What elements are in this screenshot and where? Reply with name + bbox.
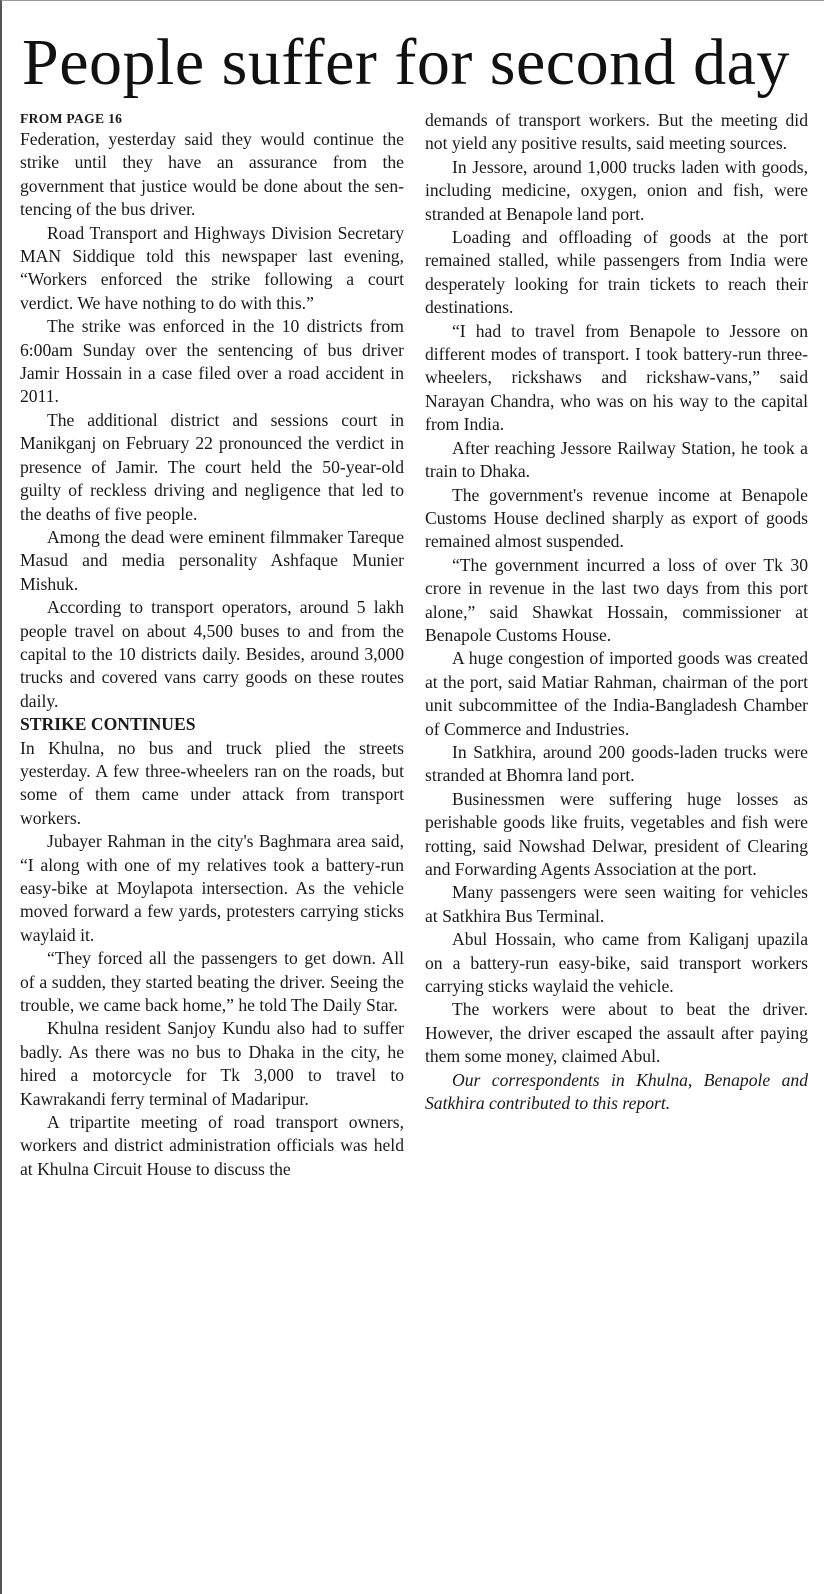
paragraph: Abul Hossain, who came from Kaliganj upazila on a battery-run easy-bike, said transport workers carrying sticks waylaid the vehicle. — [425, 929, 808, 997]
subhead: STRIKE CONTINUES — [20, 714, 196, 735]
paragraph: Among the dead were eminent filmmaker Tareque Masud and media personality Ashfaque Munier Mishuk. — [20, 526, 404, 594]
paragraph: In Jessore, around 1,000 trucks laden with goods, including medicine, oxygen, onion and fish, were stranded at Benapole land port. — [425, 156, 808, 224]
paragraph: Businessmen were suffering huge losses as perishable goods like fruits, vegetables and fish were rotting, said Nowshad Delwar, president of Clearing and Forwarding Agents Association at the port. — [425, 788, 808, 879]
paragraph: “They forced all the passengers to get down. All of a sudden, they started beating the driver. Seeing the trouble, we came back home,” he told The Daily Star. — [20, 948, 404, 1016]
paragraph: Many passengers were seen waiting for vehicles at Satkhira Bus Terminal. — [425, 882, 808, 926]
paragraph: Jubayer Rahman in the city's Baghmara area said, “I along with one of my relatives took a battery-run easy-bike at Moylapota intersection. As the vehicle moved forward a few yards, protesters carrying sticks waylaid it. — [20, 831, 404, 945]
paragraph: The strike was enforced in the 10 districts from 6:00am Sunday over the sentencing of bus driver Jamir Hossain in a case filed over a road accident in 2011. — [20, 316, 404, 407]
paragraph: “I had to travel from Benapole to Jessore on different modes of transport. I took battery-run three-wheelers, rickshaws and rickshaw-vans,” said Narayan Chandra, who was on his way to the capital from India. — [425, 320, 808, 435]
paragraph: Federation, yesterday said they would continue the strike until they have an assurance from the government that justice would be done about the sentencing of the bus driver. — [20, 129, 404, 220]
paragraph: Khulna resident Sanjoy Kundu also had to suffer badly. As there was no bus to Dhaka in the city, he hired a motorcycle for Tk 3,000 to travel to Kawrakandi ferry terminal of Madaripur. — [20, 1018, 404, 1109]
paragraph: After reaching Jessore Railway Station, he took a train to Dhaka. — [425, 437, 808, 482]
paragraph: Loading and offloading of goods at the port remained stalled, while passengers from India were desperately looking for train tickets to reach their destinations. — [425, 227, 808, 318]
jump-kicker: FROM PAGE 16 — [20, 111, 123, 126]
paragraph: In Satkhira, around 200 goods-laden trucks were stranded at Bhomra land port. — [425, 741, 808, 786]
paragraph: The workers were about to beat the driver. However, the driver escaped the assault after paying them some money, claimed Abul. — [425, 999, 808, 1067]
contributor-credit: Our correspondents in Khulna, Benapole and Satkhira contributed to this report. — [425, 1069, 808, 1114]
paragraph: A huge congestion of imported goods was created at the port, said Matiar Rahman, chairman of the port unit subcommittee of the India-Bangladesh Chamber of Commerce and Industries. — [425, 648, 808, 739]
left-column — [20, 109, 404, 1181]
paragraph: In Khulna, no bus and truck plied the streets yesterday. A few three-wheelers ran on the roads, but some of them came under attack from transport workers. — [20, 737, 404, 828]
paragraph: The additional district and sessions court in Manikganj on February 22 pronounced the verdict in presence of Jamir. The court held the 50-year-old guilty of reckless driving and negligence that led to the deaths of five people. — [20, 409, 404, 524]
headline: People suffer for second day — [22, 26, 790, 99]
right-column — [425, 109, 808, 1115]
paragraph: According to transport operators, around 5 lakh people travel on about 4,500 buses to and from the capital to the 10 districts daily. Besides, around 3,000 trucks and covered vans carry goods on these routes daily. — [20, 597, 404, 711]
paragraph: The government's revenue income at Benapole Customs House declined sharply as export of goods remained almost suspended. — [425, 484, 808, 552]
paragraph: Road Transport and Highways Division Secretary MAN Siddique told this newspaper last evening, “Workers enforced the strike following a court verdict. We have nothing to do with this.” — [20, 222, 404, 313]
paragraph: A tripartite meeting of road transport owners, workers and district administration officials was held at Khulna Circuit House to discuss the — [20, 1112, 404, 1179]
paragraph: demands of transport workers. But the meeting did not yield any positive results, said meeting sources. — [425, 110, 808, 154]
paragraph: “The government incurred a loss of over Tk 30 crore in revenue in the last two days from this port alone,” said Shawkat Hossain, commissioner at Benapole Customs House. — [425, 554, 808, 645]
